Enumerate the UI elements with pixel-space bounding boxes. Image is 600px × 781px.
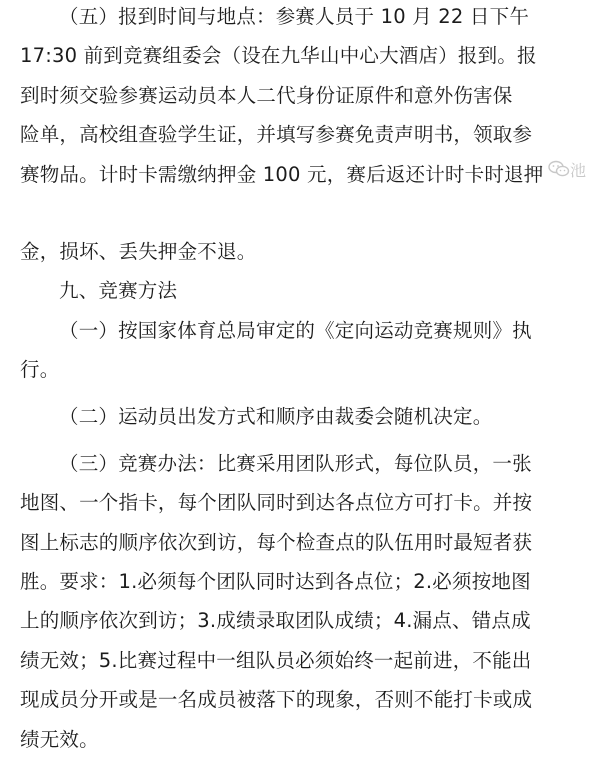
s9-3-line-3: 图上标志的顺序依次到访，每个检查点的队伍用时最短者获: [20, 531, 533, 554]
watermark-text: 池: [570, 161, 587, 180]
p5-line-2: 17:30 前到竞赛组委会（设在九华山中心大酒店）报到。报: [20, 44, 537, 67]
p5-line-4: 险单，高校组查验学生证，并填写参赛免责声明书，领取参: [20, 123, 533, 146]
p5-line-1: （五）报到时间与地点：参赛人员于 10 月 22 日下午: [59, 5, 530, 28]
p5-line-3: 到时须交验参赛运动员本人二代身份证原件和意外伤害保: [20, 84, 513, 107]
watermark: [548, 160, 586, 183]
s9-3-line-5: 上的顺序依次到访；3.成绩录取团队成绩；4.漏点、错点成: [20, 609, 531, 632]
s9-3-line-6: 绩无效；5.比赛过程中一组队员必须始终一起前进，不能出: [20, 649, 532, 672]
section-9-title: 九、竞赛方法: [59, 279, 178, 302]
p5-line-5: 赛物品。计时卡需缴纳押金 100 元，赛后返还计时卡时退押: [20, 163, 544, 186]
wechat-logo-icon: [548, 160, 570, 183]
s9-3-line-7: 现成员分开或是一名成员被落下的现象，否则不能打卡或成: [20, 688, 533, 711]
s9-3-line-4: 胜。要求：1.必须每个团队同时达到各点位；2.必须按地图: [20, 570, 531, 593]
s9-3-line-2: 地图、一个指卡，每个团队同时到达各点位方可打卡。并按: [20, 491, 533, 514]
p5-line-6: 金，损坏、丢失押金不退。: [20, 240, 257, 263]
s9-3-line-1: （三）竞赛办法：比赛采用团队形式，每位队员，一张: [59, 452, 532, 475]
s9-1-line-2: 行。: [20, 358, 60, 381]
s9-2-line-1: （二）运动员出发方式和顺序由裁委会随机决定。: [59, 405, 493, 428]
s9-3-line-8: 绩无效。: [20, 728, 99, 751]
s9-1-line-1: （一）按国家体育总局审定的《定向运动竞赛规则》执: [59, 319, 532, 342]
